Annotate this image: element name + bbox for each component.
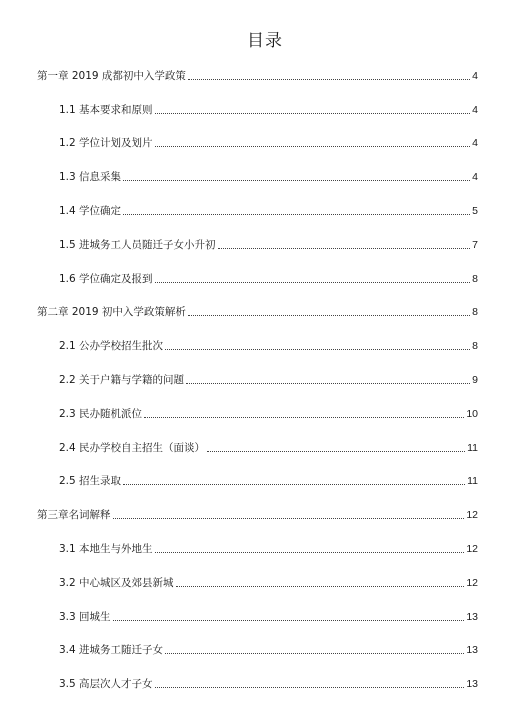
- toc-dot-leader: [155, 687, 465, 688]
- toc-title: 目录: [247, 31, 283, 51]
- toc-entry-page: 7: [472, 238, 478, 251]
- toc-entry[interactable]: [37, 161, 478, 195]
- toc-entry-label: 2.4 民办学校自主招生（面谈）: [59, 441, 206, 454]
- toc-entry-page: 13: [466, 644, 478, 657]
- toc-dot-leader: [113, 518, 465, 519]
- toc-entry-page: 8: [472, 272, 478, 285]
- toc-entry[interactable]: [37, 499, 478, 533]
- toc-entry-label: 3.1 本地生与外地生: [59, 542, 153, 555]
- toc-dot-leader: [207, 451, 465, 452]
- toc-entry[interactable]: [37, 297, 478, 331]
- toc-entry-label: 1.1 基本要求和原则: [59, 103, 153, 116]
- toc-entry[interactable]: [37, 635, 478, 669]
- toc-entry-label: 第二章 2019 初中入学政策解析: [37, 306, 186, 319]
- toc-entry[interactable]: [37, 330, 478, 364]
- toc-dot-leader: [155, 552, 465, 553]
- toc-entry[interactable]: [37, 567, 478, 601]
- toc-dot-leader: [188, 79, 470, 80]
- toc-entry[interactable]: [37, 60, 478, 94]
- toc-entry-label: 3.2 中心城区及郊县新城: [59, 576, 174, 589]
- toc-entry[interactable]: [37, 432, 478, 466]
- toc-entry-label: 2.3 民办随机派位: [59, 407, 143, 420]
- toc-entry-label: 第三章名词解释: [37, 509, 111, 522]
- toc-entry-page: 10: [466, 407, 478, 420]
- toc-entry-label: 3.5 高层次人才子女: [59, 678, 153, 691]
- toc-entry-label: 2.2 关于户籍与学籍的问题: [59, 373, 185, 386]
- toc-entry-label: 1.4 学位确定: [59, 204, 122, 217]
- toc-entry-page: 12: [466, 509, 478, 522]
- toc-entry-page: 5: [472, 204, 478, 217]
- toc-entry[interactable]: [37, 364, 478, 398]
- toc-dot-leader: [123, 484, 465, 485]
- toc-dot-leader: [113, 620, 465, 621]
- toc-entry[interactable]: [37, 601, 478, 635]
- toc-entry-label: 1.2 学位计划及划片: [59, 137, 153, 150]
- toc-dot-leader: [218, 248, 471, 249]
- toc-entry-page: 9: [472, 373, 478, 386]
- toc-entry-page: 4: [472, 137, 478, 150]
- toc-entry[interactable]: [37, 263, 478, 297]
- toc-entry-page: 4: [472, 171, 478, 184]
- toc-entry-label: 1.6 学位确定及报到: [59, 272, 153, 285]
- toc-list: [37, 60, 478, 702]
- toc-entry[interactable]: [37, 128, 478, 162]
- toc-entry-page: 4: [472, 103, 478, 116]
- toc-entry[interactable]: [37, 668, 478, 702]
- toc-dot-leader: [165, 653, 464, 654]
- toc-entry-page: 12: [466, 542, 478, 555]
- toc-entry[interactable]: [37, 195, 478, 229]
- toc-dot-leader: [155, 146, 471, 147]
- toc-entry-label: 2.1 公办学校招生批次: [59, 340, 164, 353]
- toc-dot-leader: [176, 586, 465, 587]
- toc-entry[interactable]: [37, 94, 478, 128]
- toc-entry[interactable]: [37, 466, 478, 500]
- toc-entry-label: 3.3 回城生: [59, 610, 111, 623]
- toc-entry-page: 13: [466, 678, 478, 691]
- toc-entry-page: 8: [472, 306, 478, 319]
- toc-dot-leader: [144, 417, 464, 418]
- toc-entry-label: 1.3 信息采集: [59, 171, 122, 184]
- toc-entry-page: 11: [467, 441, 478, 454]
- toc-dot-leader: [155, 113, 471, 114]
- toc-dot-leader: [155, 282, 471, 283]
- toc-entry[interactable]: [37, 229, 478, 263]
- toc-entry-label: 2.5 招生录取: [59, 475, 122, 488]
- toc-entry-label: 1.5 进城务工人员随迁子女小升初: [59, 238, 216, 251]
- toc-dot-leader: [165, 349, 470, 350]
- toc-entry-page: 12: [466, 576, 478, 589]
- toc-dot-leader: [123, 180, 470, 181]
- toc-entry-page: 11: [467, 475, 478, 488]
- toc-dot-leader: [188, 315, 470, 316]
- toc-entry-page: 4: [472, 69, 478, 82]
- toc-entry[interactable]: [37, 398, 478, 432]
- toc-entry[interactable]: [37, 533, 478, 567]
- toc-dot-leader: [123, 214, 470, 215]
- toc-entry-page: 8: [472, 340, 478, 353]
- toc-entry-label: 3.4 进城务工随迁子女: [59, 644, 164, 657]
- toc-entry-label: 第一章 2019 成都初中入学政策: [37, 69, 186, 82]
- toc-entry-page: 13: [466, 610, 478, 623]
- toc-dot-leader: [186, 383, 470, 384]
